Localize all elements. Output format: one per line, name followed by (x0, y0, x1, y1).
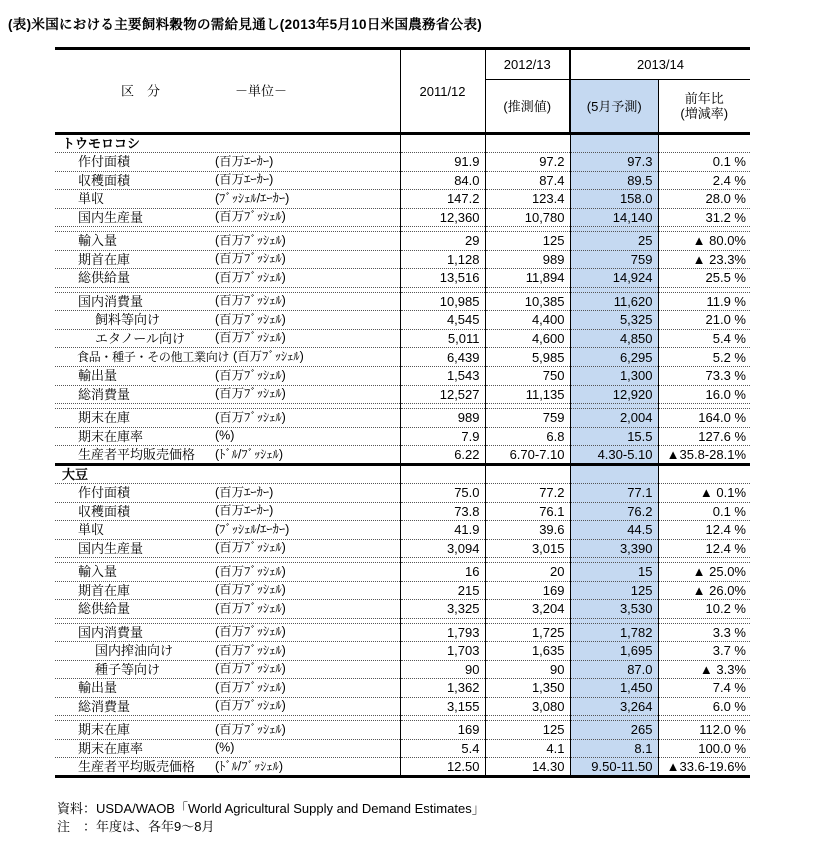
page-title: (表)米国における主要飼料穀物の需給見通し(2013年5月10日米国農務省公表) (8, 17, 483, 32)
row-label: 生産者平均販売価格 (78, 447, 196, 462)
value-2012-13: 97.2 (485, 153, 570, 172)
row-label: 単収 (78, 522, 105, 538)
value-may-forecast: 1,695 (570, 642, 658, 661)
value-2011-12: 3,094 (400, 539, 485, 558)
row-label: 輸出量 (78, 368, 118, 384)
unit-label: (百万ﾌﾞｯｼｪﾙ) (215, 564, 286, 579)
row-label-cell (55, 539, 400, 558)
value-2011-12: 215 (400, 581, 485, 600)
value-yoy: 5.2 % (658, 348, 750, 367)
unit-label: (百万ﾌﾞｯｼｪﾙ) (215, 643, 286, 658)
value-may-forecast: 265 (570, 721, 658, 740)
value-yoy: ▲ 25.0% (658, 563, 750, 582)
row-label: 期首在庫 (78, 582, 131, 598)
value-yoy: 12.4 % (658, 539, 750, 558)
table-row (55, 190, 750, 209)
value-may-forecast: 1,782 (570, 623, 658, 642)
empty-cell (570, 134, 658, 153)
value-2011-12: 5.4 (400, 739, 485, 758)
value-yoy: ▲ 80.0% (658, 232, 750, 251)
value-may-forecast: 14,924 (570, 269, 658, 288)
unit-label: (百万ﾌﾞｯｼｪﾙ) (215, 386, 286, 401)
value-2012-13: 169 (485, 581, 570, 600)
value-may-forecast: 125 (570, 581, 658, 600)
value-2011-12: 6,439 (400, 348, 485, 367)
table-row (55, 348, 750, 367)
row-label-cell (55, 232, 400, 251)
row-label-cell (55, 484, 400, 503)
table-row (55, 250, 750, 269)
value-2012-13: 90 (485, 660, 570, 679)
row-label-cell (55, 623, 400, 642)
value-may-forecast: 3,390 (570, 539, 658, 558)
row-label: 期末在庫 (78, 722, 131, 738)
value-yoy: 112.0 % (658, 721, 750, 740)
value-2012-13: 20 (485, 563, 570, 582)
header-category-label: 区 分 (121, 83, 161, 99)
row-label: 期末在庫 (78, 410, 131, 426)
value-may-forecast: 87.0 (570, 660, 658, 679)
value-yoy: 2.4 % (658, 171, 750, 190)
row-label: 収穫面積 (78, 172, 131, 188)
header-yoy-line1: 前年比 (684, 91, 724, 106)
row-label: 国内搾油向け (95, 643, 174, 659)
value-2011-12: 1,128 (400, 250, 485, 269)
value-2011-12: 3,325 (400, 600, 485, 619)
table-row (55, 232, 750, 251)
value-may-forecast: 25 (570, 232, 658, 251)
table-row (55, 758, 750, 777)
table-footer (57, 800, 485, 836)
value-2012-13: 3,015 (485, 539, 570, 558)
unit-label: (百万ﾌﾞｯｼｪﾙ) (215, 722, 286, 737)
value-may-forecast: 97.3 (570, 153, 658, 172)
value-2012-13: 11,135 (485, 385, 570, 404)
value-may-forecast: 15 (570, 563, 658, 582)
value-2011-12: 1,362 (400, 679, 485, 698)
unit-label: (百万ﾌﾞｯｼｪﾙ) (215, 601, 286, 616)
value-2011-12: 147.2 (400, 190, 485, 209)
table-row (55, 484, 750, 503)
value-yoy: 0.1 % (658, 502, 750, 521)
value-may-forecast: 15.5 (570, 427, 658, 446)
value-may-forecast: 1,450 (570, 679, 658, 698)
header-yoy-label (658, 80, 750, 134)
value-may-forecast: 2,004 (570, 409, 658, 428)
table-row (55, 446, 750, 465)
row-label-cell (55, 758, 400, 777)
value-yoy: ▲ 3.3% (658, 660, 750, 679)
table-row (55, 521, 750, 540)
unit-label: (百万ﾌﾞｯｼｪﾙ) (215, 312, 286, 327)
table-row (55, 208, 750, 227)
value-yoy: 21.0 % (658, 311, 750, 330)
value-2012-13: 10,385 (485, 292, 570, 311)
value-2011-12: 12.50 (400, 758, 485, 777)
row-label-cell (55, 521, 400, 540)
table-row (55, 539, 750, 558)
value-2011-12: 5,011 (400, 329, 485, 348)
value-yoy: ▲33.6-19.6% (658, 758, 750, 777)
value-yoy: 100.0 % (658, 739, 750, 758)
value-2012-13: 4,600 (485, 329, 570, 348)
row-label-cell (55, 269, 400, 288)
empty-cell (485, 134, 570, 153)
row-label-cell (55, 581, 400, 600)
value-yoy: 7.4 % (658, 679, 750, 698)
value-2012-13: 6.70-7.10 (485, 446, 570, 465)
row-label-cell (55, 642, 400, 661)
value-yoy: ▲35.8-28.1% (658, 446, 750, 465)
empty-cell (658, 465, 750, 484)
value-yoy: ▲ 23.3% (658, 250, 750, 269)
empty-cell (400, 465, 485, 484)
value-may-forecast: 8.1 (570, 739, 658, 758)
unit-label: (百万ﾌﾞｯｼｪﾙ) (215, 540, 286, 555)
table-header (55, 49, 750, 134)
empty-cell (485, 465, 570, 484)
value-2012-13: 1,635 (485, 642, 570, 661)
unit-label: (百万ﾌﾞｯｼｪﾙ) (215, 270, 286, 285)
value-2011-12: 7.9 (400, 427, 485, 446)
value-yoy: 127.6 % (658, 427, 750, 446)
value-2012-13: 39.6 (485, 521, 570, 540)
row-label-cell (55, 446, 400, 465)
section-name: トウモロコシ (55, 134, 400, 153)
row-label: 作付面積 (78, 154, 131, 170)
value-2011-12: 29 (400, 232, 485, 251)
table-row (55, 600, 750, 619)
row-label: 食品・種子・その他工業向け (77, 350, 230, 364)
value-may-forecast: 12,920 (570, 385, 658, 404)
row-label-cell (55, 292, 400, 311)
value-2012-13: 77.2 (485, 484, 570, 503)
row-label: 総供給量 (78, 270, 131, 286)
unit-label: (%) (215, 740, 235, 755)
value-2011-12: 73.8 (400, 502, 485, 521)
row-label-cell (55, 208, 400, 227)
unit-label: (百万ﾌﾞｯｼｪﾙ) (215, 293, 286, 308)
row-label: 輸入量 (78, 233, 118, 249)
value-2011-12: 169 (400, 721, 485, 740)
value-2011-12: 989 (400, 409, 485, 428)
table-row (55, 642, 750, 661)
value-yoy: 11.9 % (658, 292, 750, 311)
value-2012-13: 5,985 (485, 348, 570, 367)
value-may-forecast: 89.5 (570, 171, 658, 190)
value-yoy: 5.4 % (658, 329, 750, 348)
row-label: 国内生産量 (78, 540, 144, 556)
row-label: 生産者平均販売価格 (78, 759, 196, 774)
row-label-cell (55, 739, 400, 758)
header-col-2012-13: 2012/13 (485, 49, 570, 80)
value-2011-12: 13,516 (400, 269, 485, 288)
unit-label: (百万ﾌﾞｯｼｪﾙ) (233, 349, 304, 364)
header-unit-label: －単位－ (235, 83, 288, 99)
value-may-forecast: 14,140 (570, 208, 658, 227)
row-label-cell (55, 153, 400, 172)
value-2012-13: 76.1 (485, 502, 570, 521)
value-may-forecast: 4,850 (570, 329, 658, 348)
value-yoy: 3.7 % (658, 642, 750, 661)
value-2012-13: 87.4 (485, 171, 570, 190)
value-may-forecast: 4.30-5.10 (570, 446, 658, 465)
value-may-forecast: 759 (570, 250, 658, 269)
table-row (55, 269, 750, 288)
row-label: 作付面積 (78, 485, 131, 501)
empty-cell (658, 134, 750, 153)
value-2011-12: 1,793 (400, 623, 485, 642)
value-yoy: 28.0 % (658, 190, 750, 209)
value-2011-12: 75.0 (400, 484, 485, 503)
section-header-row (55, 465, 750, 484)
table-body (55, 134, 750, 777)
header-estimate-label: (推測値) (485, 80, 570, 134)
footer-note: 注 ：年度は、各年9～8月 (57, 819, 215, 834)
value-yoy: 73.3 % (658, 367, 750, 386)
unit-label: (百万ﾌﾞｯｼｪﾙ) (215, 582, 286, 597)
value-2012-13: 14.30 (485, 758, 570, 777)
value-2012-13: 989 (485, 250, 570, 269)
row-label-cell (55, 502, 400, 521)
unit-label: (ﾄﾞﾙ/ﾌﾞｯｼｪﾙ) (215, 447, 284, 461)
value-may-forecast: 3,530 (570, 600, 658, 619)
unit-label: (百万ｴｰｶｰ) (215, 503, 274, 518)
value-may-forecast: 158.0 (570, 190, 658, 209)
unit-label: (ﾌﾞｯｼｪﾙ/ｴｰｶｰ) (215, 191, 290, 206)
row-label-cell (55, 660, 400, 679)
header-col-2011-12: 2011/12 (400, 49, 485, 134)
value-2012-13: 750 (485, 367, 570, 386)
value-2011-12: 41.9 (400, 521, 485, 540)
value-yoy: 0.1 % (658, 153, 750, 172)
value-2011-12: 12,360 (400, 208, 485, 227)
value-2012-13: 1,350 (485, 679, 570, 698)
unit-label: (百万ﾌﾞｯｼｪﾙ) (215, 251, 286, 266)
header-category-unit (55, 49, 400, 134)
unit-label: (百万ﾌﾞｯｼｪﾙ) (215, 209, 286, 224)
row-label-cell (55, 250, 400, 269)
value-yoy: 6.0 % (658, 697, 750, 716)
row-label: 総消費量 (78, 698, 131, 714)
unit-label: (百万ﾌﾞｯｼｪﾙ) (215, 698, 286, 713)
row-label-cell (55, 721, 400, 740)
header-yoy-line2: (増減率) (680, 106, 729, 121)
value-2012-13: 10,780 (485, 208, 570, 227)
row-label-cell (55, 367, 400, 386)
value-yoy: 16.0 % (658, 385, 750, 404)
value-yoy: 10.2 % (658, 600, 750, 619)
table-row (55, 311, 750, 330)
unit-label: (百万ﾌﾞｯｼｪﾙ) (215, 661, 286, 676)
table-row (55, 739, 750, 758)
table-row (55, 581, 750, 600)
unit-label: (百万ﾌﾞｯｼｪﾙ) (215, 680, 286, 695)
header-col-2013-14: 2013/14 (570, 49, 750, 80)
footer-source: 資料：USDA/WAOB「World Agricultural Supply and Demand Estimates」 (57, 801, 485, 816)
unit-label: (百万ｴｰｶｰ) (215, 154, 274, 169)
row-label-cell (55, 409, 400, 428)
value-2012-13: 123.4 (485, 190, 570, 209)
row-label-cell (55, 329, 400, 348)
table-row (55, 563, 750, 582)
value-may-forecast: 1,300 (570, 367, 658, 386)
table-row (55, 385, 750, 404)
row-label: 収穫面積 (78, 503, 131, 519)
value-yoy: ▲ 26.0% (658, 581, 750, 600)
section-header-row (55, 134, 750, 153)
table-row (55, 409, 750, 428)
value-2012-13: 4,400 (485, 311, 570, 330)
value-2011-12: 3,155 (400, 697, 485, 716)
row-label-cell (55, 311, 400, 330)
value-may-forecast: 11,620 (570, 292, 658, 311)
row-label-cell (55, 563, 400, 582)
value-yoy: ▲ 0.1% (658, 484, 750, 503)
row-label-cell (55, 385, 400, 404)
value-2012-13: 11,894 (485, 269, 570, 288)
supply-demand-table (55, 47, 750, 778)
row-label-cell (55, 427, 400, 446)
row-label: 飼料等向け (95, 312, 161, 328)
row-label: 国内消費量 (78, 624, 144, 640)
table-row (55, 427, 750, 446)
value-2011-12: 91.9 (400, 153, 485, 172)
unit-label: (百万ｴｰｶｰ) (215, 172, 274, 187)
row-label: 総供給量 (78, 601, 131, 617)
value-2011-12: 12,527 (400, 385, 485, 404)
table-row (55, 292, 750, 311)
value-2011-12: 84.0 (400, 171, 485, 190)
row-label-cell (55, 697, 400, 716)
value-2011-12: 10,985 (400, 292, 485, 311)
table-row (55, 329, 750, 348)
table-row (55, 721, 750, 740)
value-may-forecast: 76.2 (570, 502, 658, 521)
value-2012-13: 125 (485, 721, 570, 740)
table-row (55, 623, 750, 642)
unit-label: (%) (215, 428, 235, 443)
value-2011-12: 1,703 (400, 642, 485, 661)
unit-label: (百万ﾌﾞｯｼｪﾙ) (215, 330, 286, 345)
row-label: 種子等向け (95, 661, 161, 677)
value-2011-12: 16 (400, 563, 485, 582)
row-label: 期末在庫率 (78, 428, 144, 444)
unit-label: (百万ｴｰｶｰ) (215, 485, 274, 500)
row-label: 単収 (78, 191, 105, 207)
row-label: 輸入量 (78, 564, 118, 580)
value-2012-13: 4.1 (485, 739, 570, 758)
value-may-forecast: 6,295 (570, 348, 658, 367)
row-label-cell (55, 679, 400, 698)
value-2012-13: 1,725 (485, 623, 570, 642)
value-yoy: 164.0 % (658, 409, 750, 428)
row-label-cell (55, 348, 400, 367)
unit-label: (百万ﾌﾞｯｼｪﾙ) (215, 233, 286, 248)
row-label-cell (55, 600, 400, 619)
value-may-forecast: 5,325 (570, 311, 658, 330)
unit-label: (百万ﾌﾞｯｼｪﾙ) (215, 410, 286, 425)
value-may-forecast: 3,264 (570, 697, 658, 716)
header-may-forecast-label: (5月予測) (570, 80, 658, 134)
row-label: 総消費量 (78, 386, 131, 402)
value-may-forecast: 77.1 (570, 484, 658, 503)
table-row (55, 153, 750, 172)
table-row (55, 679, 750, 698)
row-label: 期首在庫 (78, 251, 131, 267)
value-yoy: 31.2 % (658, 208, 750, 227)
row-label-cell (55, 190, 400, 209)
table-row (55, 697, 750, 716)
value-may-forecast: 44.5 (570, 521, 658, 540)
value-2012-13: 3,080 (485, 697, 570, 716)
value-2012-13: 6.8 (485, 427, 570, 446)
value-yoy: 12.4 % (658, 521, 750, 540)
value-2011-12: 1,543 (400, 367, 485, 386)
unit-label: (ﾄﾞﾙ/ﾌﾞｯｼｪﾙ) (215, 759, 284, 773)
value-2012-13: 759 (485, 409, 570, 428)
empty-cell (400, 134, 485, 153)
row-label: エタノール向け (95, 330, 185, 346)
table-row (55, 171, 750, 190)
value-2011-12: 6.22 (400, 446, 485, 465)
value-2011-12: 90 (400, 660, 485, 679)
value-2011-12: 4,545 (400, 311, 485, 330)
empty-cell (570, 465, 658, 484)
section-name: 大豆 (55, 465, 400, 484)
value-yoy: 25.5 % (658, 269, 750, 288)
row-label: 輸出量 (78, 680, 118, 696)
table-row (55, 502, 750, 521)
value-2012-13: 125 (485, 232, 570, 251)
value-yoy: 3.3 % (658, 623, 750, 642)
unit-label: (百万ﾌﾞｯｼｪﾙ) (215, 624, 286, 639)
unit-label: (百万ﾌﾞｯｼｪﾙ) (215, 368, 286, 383)
unit-label: (ﾌﾞｯｼｪﾙ/ｴｰｶｰ) (215, 522, 290, 537)
row-label: 国内生産量 (78, 209, 144, 225)
value-may-forecast: 9.50-11.50 (570, 758, 658, 777)
row-label: 国内消費量 (78, 293, 144, 309)
table-row (55, 660, 750, 679)
value-2012-13: 3,204 (485, 600, 570, 619)
table-row (55, 367, 750, 386)
row-label-cell (55, 171, 400, 190)
row-label: 期末在庫率 (78, 740, 144, 756)
